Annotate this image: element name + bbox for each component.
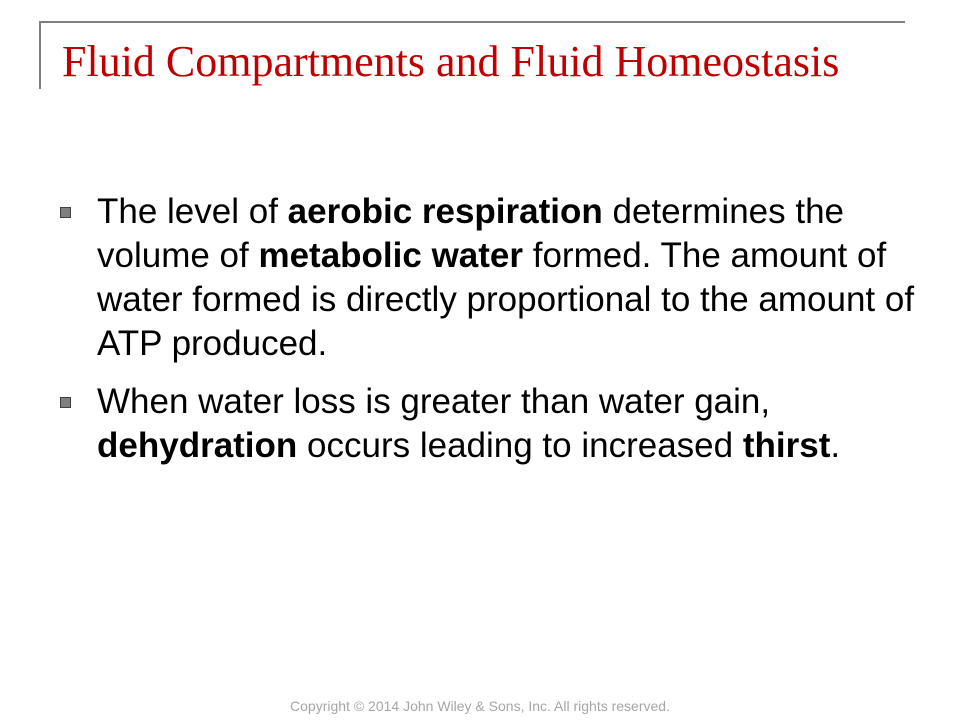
bullet-list: [60, 190, 920, 482]
bullet-text-segment: occurs leading to increased: [297, 426, 743, 465]
bullet-text: [97, 382, 840, 465]
bold-term-aerobic-respiration: aerobic respiration: [287, 192, 603, 231]
bullet-item-dehydration: [60, 380, 920, 468]
slide-title: Fluid Compartments and Fluid Homeostasis: [62, 37, 840, 86]
square-bullet-icon: [60, 397, 71, 408]
square-bullet-icon: [60, 207, 71, 218]
frame-top-line: [39, 21, 905, 23]
bullet-text-segment: When water loss is greater than water gain,: [97, 382, 771, 421]
bold-term-dehydration: dehydration: [97, 426, 298, 465]
bullet-item-aerobic-respiration: [60, 190, 920, 366]
bullet-text-segment: The level of: [97, 192, 288, 231]
frame-left-line: [39, 21, 41, 89]
bullet-text-segment: determines the volume of: [97, 192, 845, 275]
bullet-text-segment: formed. The amount of water formed is directly proportional to the amount of ATP produced.: [97, 236, 915, 363]
bold-term-thirst: thirst: [742, 426, 831, 465]
bullet-text-segment: .: [830, 426, 841, 465]
bullet-text: [97, 192, 914, 363]
bold-term-metabolic-water: metabolic water: [258, 236, 524, 275]
copyright-footer: Copyright © 2014 John Wiley & Sons, Inc. All rights reserved.: [290, 698, 670, 714]
